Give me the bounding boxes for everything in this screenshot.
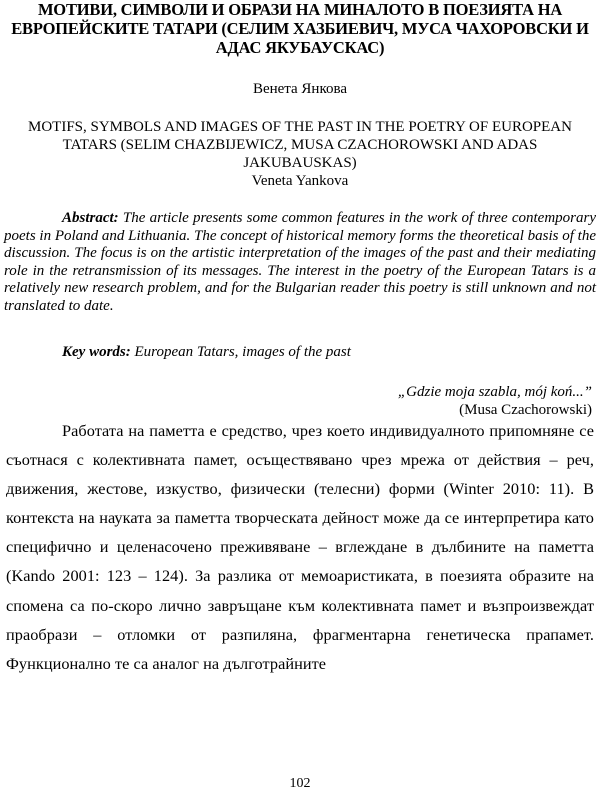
- page-number: 102: [289, 776, 311, 791]
- body-paragraph: Работата на паметта е средство, чрез което индивидуалното припомняне се съотнася с колективната памет, осъществявано чрез мрежа от действия – реч, движения, жестове, изкуство, физически (телесни) форми (Winter 2010: 11). В контекста на науката за паметта творческата дейност може да се интерпретира като специфично и целенасочено преживяване – вглеждане в дълбините на паметта (Kando 2001: 123 – 124). За разлика от мемоаристиката, в поезията образите на спомена са по-скоро лично завръщане към колективната памет и възпроизвеждат праобрази – отломки от разпиляна, фрагментарна генетическа прапамет. Функционално те са аналог на дълготрайните: [6, 421, 594, 673]
- epigraph: [192, 383, 592, 419]
- paper-title-bulgarian: МОТИВИ, СИМВОЛИ И ОБРАЗИ НА МИНАЛОТО В ПОЕЗИЯТА НА ЕВРОПЕЙСКИТЕ ТАТАРИ (СЕЛИМ ХАЗБИЕВИЧ, МУСА ЧАХОРОВСКИ И АДАС ЯКУБАУСКАС): [11, 0, 589, 57]
- keywords-text: European Tatars, images of the past: [134, 344, 351, 360]
- keywords-line: [62, 343, 592, 361]
- abstract-text: The article presents some common features in the work of three contemporary poets in Poland and Lithuania. The concept of historical memory forms the theoretical basis of the discussion. The focus is on the artistic interpretation of the images of the past and their mediating role in the retransmission of its messages. The interest in the poetry of the European Tatars is a relatively new research problem, and for the Bulgarian reader this poetry is still unknown and not translated to date.: [4, 210, 596, 314]
- author-name-bulgarian: Венета Янкова: [252, 81, 348, 97]
- paper-title-english: MOTIFS, SYMBOLS AND IMAGES OF THE PAST IN THE POETRY OF EUROPEAN TATARS (SELIM CHAZBIJEWICZ, MUSA CZACHOROWSKI AND ADAS JAKUBAUSKAS): [28, 119, 572, 171]
- epigraph-source: (Musa Czachorowski): [459, 402, 592, 418]
- epigraph-quote: „Gdzie moja szabla, mój koń...”: [397, 384, 592, 400]
- author-name-english: Veneta Yankova: [251, 173, 349, 189]
- abstract-paragraph: [4, 210, 596, 316]
- keywords-label: Key words:: [62, 344, 131, 360]
- abstract-label: Abstract:: [62, 210, 119, 226]
